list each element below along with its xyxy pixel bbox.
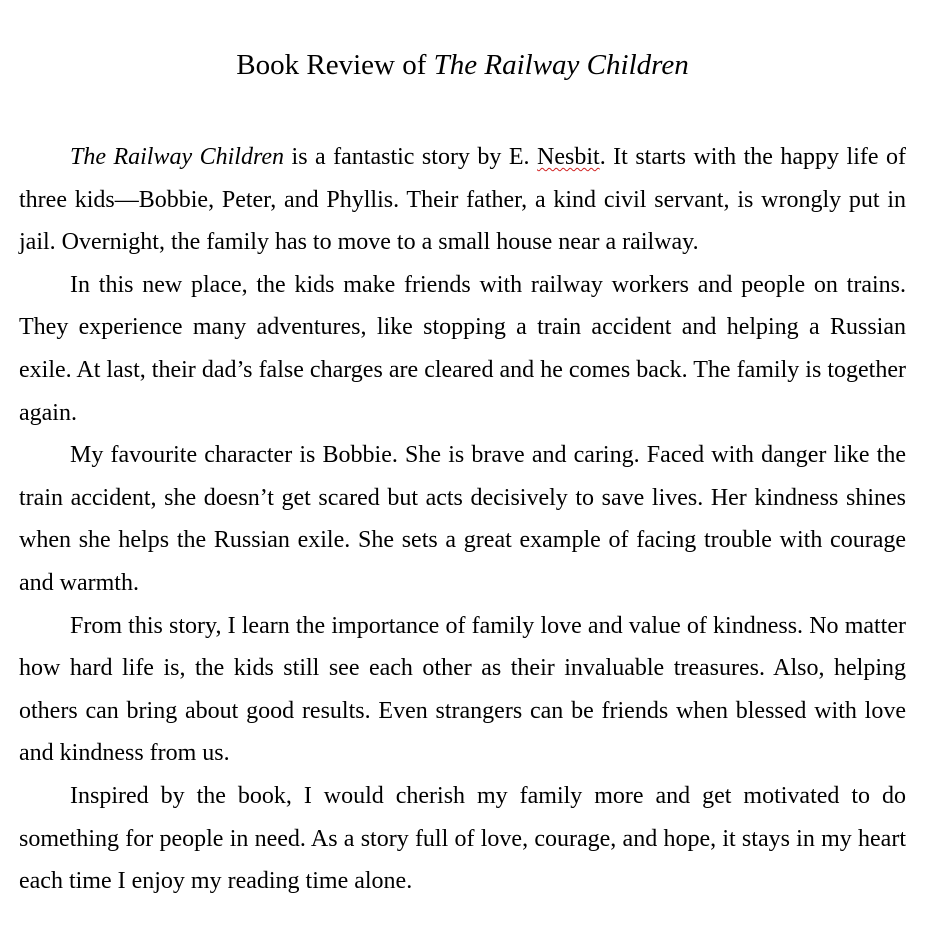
review-body xyxy=(19,136,906,903)
spellcheck-flagged-word[interactable]: Nesbit xyxy=(537,144,600,170)
paragraph-intro-text-b: . It starts with the happy life of three kids—Bobbie, Peter, and Phyllis. Their father, a kind civil servant, is wrongly put in jail. Overnight, the family has to move to a small house near a railway. xyxy=(19,144,906,256)
page-title xyxy=(19,0,906,85)
title-book-name: The Railway Children xyxy=(433,49,689,81)
paragraph-intro xyxy=(19,136,906,264)
paragraph-plot: In this new place, the kids make friends with railway workers and people on trains. They experience many adventures, like stopping a train accident and helping a Russian exile. At last, their dad’s false charges are cleared and he comes back. The family is together again. xyxy=(19,271,906,426)
paragraph-lesson: From this story, I learn the importance of family love and value of kindness. No matter how hard life is, the kids still see each other as their invaluable treasures. Also, helping others can bring about good results. Even strangers can be friends when blessed with love and kindness from us. xyxy=(19,612,906,767)
paragraph-character: My favourite character is Bobbie. She is brave and caring. Faced with danger like the train accident, she doesn’t get scared but acts decisively to save lives. Her kindness shines when she helps the Russian exile. She sets a great example of facing trouble with courage and warmth. xyxy=(19,442,906,596)
paragraph-conclusion: Inspired by the book, I would cherish my family more and get motivated to do something for people in need. As a story full of love, courage, and hope, it stays in my heart each time I enjoy my reading time alone. xyxy=(19,782,906,895)
title-prefix: Book Review of xyxy=(236,49,434,81)
paragraph-intro-text-a: is a fantastic story by E. xyxy=(284,144,538,170)
book-title-italic: The Railway Children xyxy=(70,144,285,170)
